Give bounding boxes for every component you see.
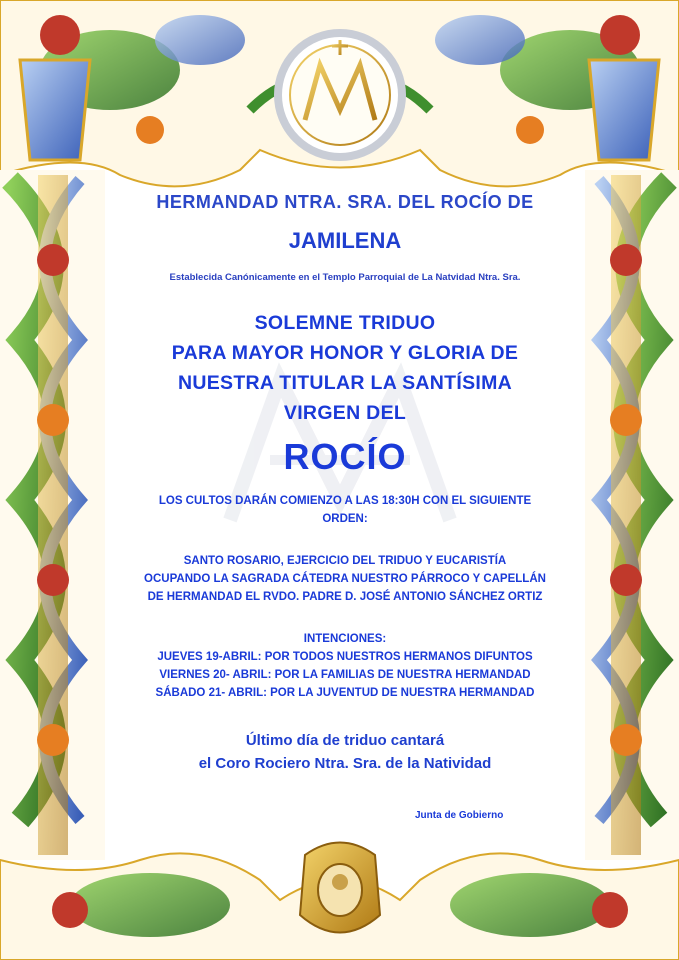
brotherhood-name: HERMANDAD NTRA. SRA. DEL ROCÍO DE	[156, 192, 534, 212]
signature: Junta de Gobierno	[415, 810, 504, 821]
announcement-body	[105, 180, 585, 840]
intention-item: SÁBADO 21- ABRIL: POR LA JUVENTUD DE NUESTRA HERMANDAD	[155, 687, 535, 699]
title-triduo: SOLEMNE TRIDUO	[254, 312, 436, 334]
intention-item: JUEVES 19-ABRIL: POR TODOS NUESTROS HERMANOS DIFUNTOS	[157, 651, 533, 663]
title-line-4: VIRGEN DEL	[283, 402, 407, 424]
order-line-3: DE HERMANDAD EL RVDO. PADRE D. JOSÉ ANTONIO SÁNCHEZ ORTIZ	[147, 591, 543, 603]
closing-line-2: el Coro Rociero Ntra. Sra. de la Natividad	[198, 755, 492, 772]
left-ornament	[0, 60, 105, 860]
established-note: Establecida Canónicamente en el Templo Parroquial de La Natvidad Ntra. Sra.	[169, 272, 521, 283]
cultos-line-1: LOS CULTOS DARÁN COMIENZO A LAS 18:30H CON EL SIGUIENTE	[158, 495, 532, 507]
hermandad-emblem	[300, 843, 380, 933]
title-line-2: PARA MAYOR HONOR Y GLORIA DE	[171, 342, 519, 364]
order-line-1: SANTO ROSARIO, EJERCICIO DEL TRIDUO Y EUCARISTÍA	[183, 555, 507, 567]
right-ornament	[585, 60, 679, 860]
order-line-2: OCUPANDO LA SAGRADA CÁTEDRA NUESTRO PÁRROCO Y CAPELLÁN	[144, 573, 546, 585]
title-line-3: NUESTRA TITULAR LA SANTÍSIMA	[177, 372, 513, 394]
monogram-medallion	[278, 33, 402, 157]
closing-line-1: Último día de triduo cantará	[245, 732, 445, 749]
town-name: JAMILENA	[288, 228, 402, 253]
intentions-heading: INTENCIONES:	[303, 633, 387, 645]
title-rocio: ROCÍO	[283, 436, 407, 477]
intention-item: VIERNES 20- ABRIL: POR LA FAMILIAS DE NUESTRA HERMANDAD	[159, 669, 531, 681]
cultos-line-2: ORDEN:	[322, 513, 368, 525]
